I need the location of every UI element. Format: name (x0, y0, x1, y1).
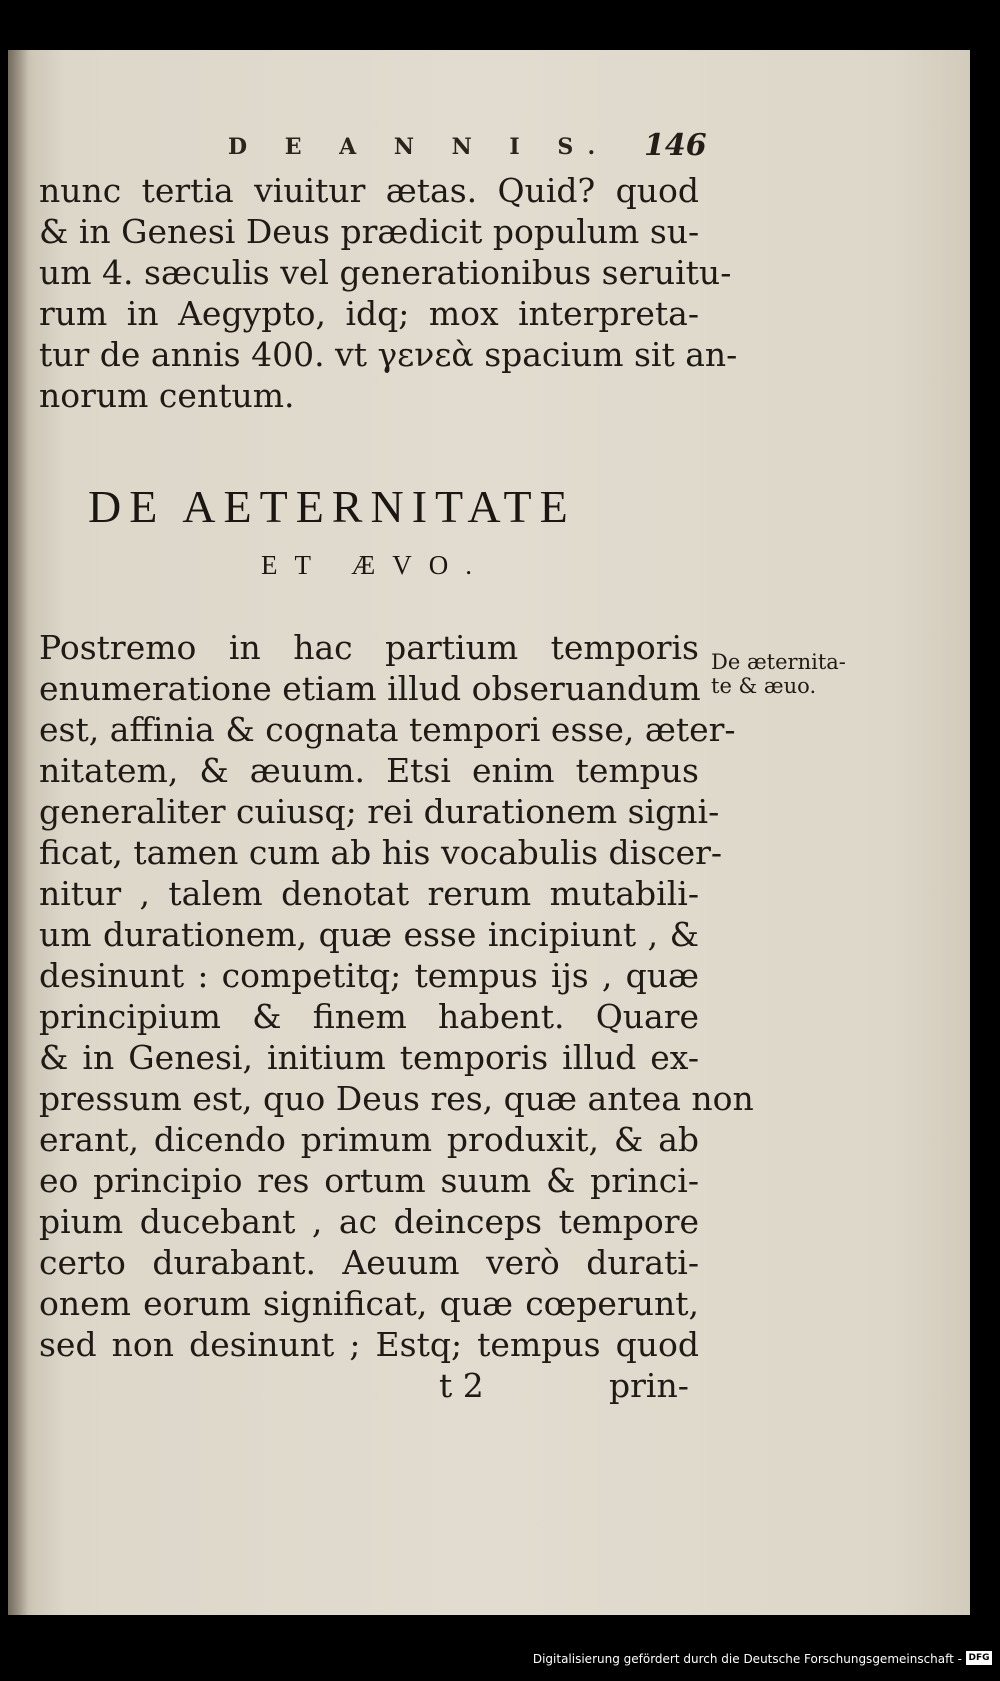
margin-note-line: De æternita- (711, 650, 846, 674)
text-line: onem eorum significat, quæ cœperunt, (39, 1284, 699, 1323)
text-line: ficat, tamen cum ab his vocabulis discer- (39, 833, 723, 872)
catchword: prin- (609, 1366, 689, 1405)
dfg-logo: DFG (966, 1651, 992, 1665)
text-line: erant, dicendo primum produxit, & ab (39, 1120, 699, 1159)
text-line: Postremo in hac partium temporis (39, 628, 699, 667)
text-line: & in Genesi, initium temporis illud ex- (39, 1038, 699, 1077)
signature-mark: t 2 (439, 1366, 484, 1405)
book-page (8, 50, 970, 1615)
text-line: norum centum. (39, 376, 295, 415)
text-line: principium & finem habent. Quare (39, 997, 699, 1036)
text-line: & in Genesi Deus prædicit populum su- (39, 212, 700, 251)
section-subheading: ET ÆVO. (261, 550, 490, 580)
scan-border (0, 1615, 1000, 1681)
text-line: desinunt : competitq; tempus ijs , quæ (39, 956, 699, 995)
text-line: um durationem, quæ esse incipiunt , & (39, 915, 699, 954)
text-line: tur de annis 400. vt γενεὰ spacium sit an- (39, 335, 738, 374)
text-line: nitatem, & æuum. Etsi enim tempus (39, 751, 699, 790)
text-line: um 4. sæculis vel generationibus seruitu- (39, 253, 732, 292)
margin-note-line: te & æuo. (711, 674, 817, 698)
text-line: enumeratione etiam illud obseruandum (39, 669, 701, 708)
page-number: 146 (644, 128, 707, 163)
running-head: D E A N N I S. (228, 134, 611, 160)
section-heading: DE AETERNITATE (88, 481, 576, 532)
text-line: sed non desinunt ; Estq; tempus quod (39, 1325, 699, 1364)
text-line: pium ducebant , ac deinceps tempore (39, 1202, 699, 1241)
text-line: eo principio res ortum suum & princi- (39, 1161, 699, 1200)
text-line: rum in Aegypto, idq; mox interpreta- (39, 294, 699, 333)
text-line: nunc tertia viuitur ætas. Quid? quod (39, 171, 699, 210)
text-line: nitur , talem denotat rerum mutabili- (39, 874, 699, 913)
text-line: est, affinia & cognata tempori esse, æter- (39, 710, 736, 749)
text-line: generaliter cuiusq; rei durationem signi- (39, 792, 720, 831)
text-line: certo durabant. Aeuum verò durati- (39, 1243, 699, 1282)
text-line: pressum est, quo Deus res, quæ antea non (39, 1079, 754, 1118)
digitization-credit: Digitalisierung gefördert durch die Deutsche Forschungsgemeinschaft - (532, 1652, 962, 1666)
